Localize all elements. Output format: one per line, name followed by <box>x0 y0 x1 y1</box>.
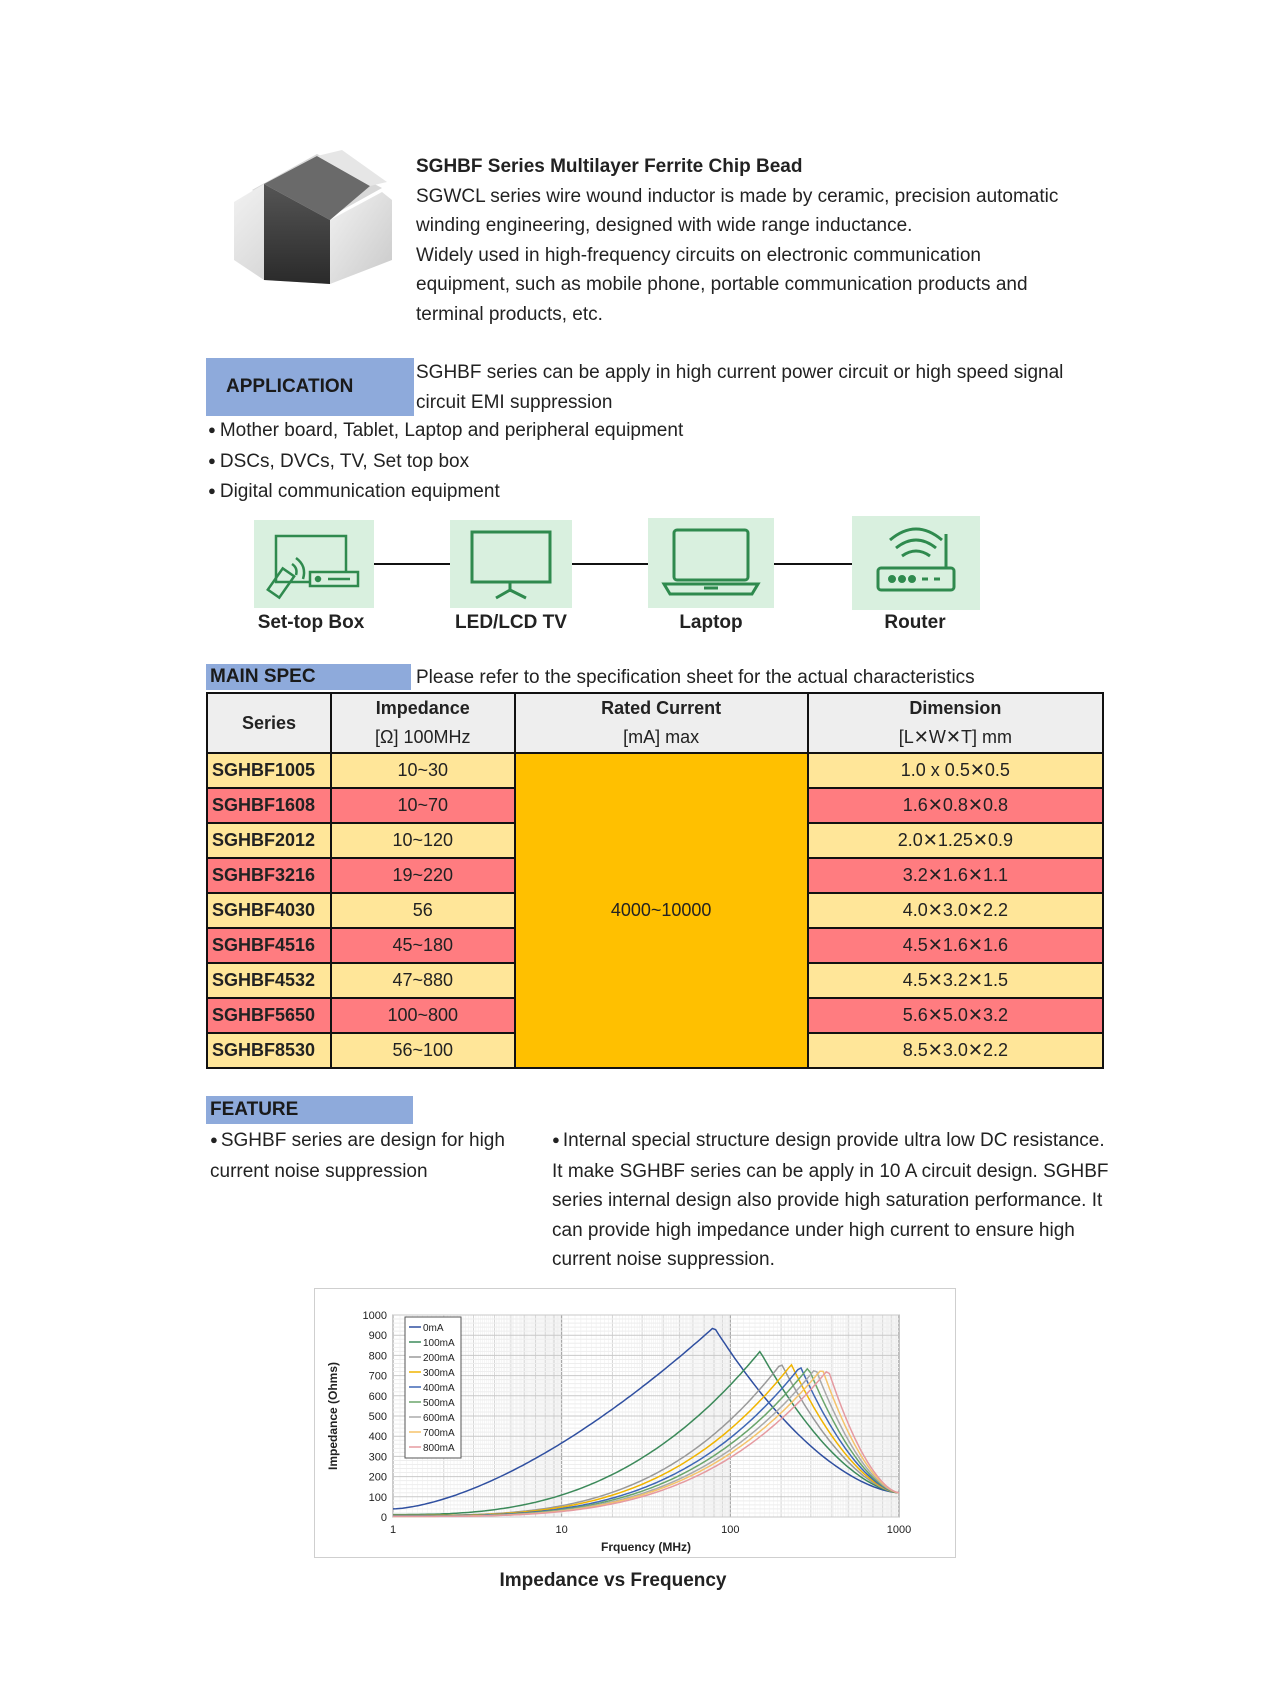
product-title: SGHBF Series Multilayer Ferrite Chip Bead <box>416 156 803 177</box>
chart-caption: Impedance vs Frequency <box>499 1570 727 1591</box>
router-icon <box>852 516 980 610</box>
y-tick-label: 800 <box>368 1350 387 1363</box>
y-axis-label: Impedance (Ohms) <box>326 1361 340 1471</box>
table-header-row <box>207 693 1103 753</box>
intro-line: SGWCL series wire wound inductor is made by ceramic, precision automatic <box>416 185 1059 207</box>
header-series: Series <box>207 693 331 753</box>
impedance-cell: 10~70 <box>331 788 515 823</box>
series-cell: SGHBF4030 <box>207 893 331 928</box>
impedance-cell: 100~800 <box>331 998 515 1033</box>
series-cell: SGHBF1005 <box>207 753 331 788</box>
impedance-cell: 56~100 <box>331 1033 515 1068</box>
rated-current-cell: 4000~10000 <box>515 753 808 1068</box>
intro-line: Widely used in high-frequency circuits on electronic communication <box>416 244 981 266</box>
spec-note: Please refer to the specification sheet for the actual characteristics <box>416 667 975 688</box>
legend-label: 600mA <box>423 1413 455 1424</box>
tv-icon <box>450 520 572 608</box>
feature-text-left: ● SGHBF series are design for high current noise suppression <box>210 1126 530 1186</box>
application-text-line: SGHBF series can be apply in high current power circuit or high speed signal <box>416 362 1064 383</box>
dimension-cell: 3.2✕1.6✕1.1 <box>808 858 1103 893</box>
device-label: LED/LCD TV <box>455 612 567 633</box>
y-tick-label: 100 <box>368 1491 387 1504</box>
connector-line <box>774 563 852 565</box>
y-tick-label: 900 <box>368 1330 387 1343</box>
dimension-cell: 1.6✕0.8✕0.8 <box>808 788 1103 823</box>
y-tick-label: 500 <box>368 1411 387 1423</box>
y-tick-label: 0 <box>380 1512 387 1524</box>
dimension-cell: 5.6✕5.0✕3.2 <box>808 998 1103 1033</box>
legend-label: 300mA <box>423 1368 455 1379</box>
impedance-cell: 56 <box>331 893 515 928</box>
header-impedance: Impedance [Ω] 100MHz <box>331 693 515 753</box>
legend-label: 200mA <box>423 1353 455 1364</box>
device-label: Laptop <box>679 612 743 633</box>
legend-label: 500mA <box>423 1398 455 1409</box>
x-tick-label: 100 <box>721 1524 740 1536</box>
main-spec-tag: MAIN SPEC <box>206 664 411 690</box>
connector-line <box>374 563 452 565</box>
dimension-cell: 8.5✕3.0✕2.2 <box>808 1033 1103 1068</box>
intro-line: terminal products, etc. <box>416 303 603 325</box>
intro-line: winding engineering, designed with wide range inductance. <box>416 215 913 236</box>
device-label: Set-top Box <box>257 612 365 633</box>
impedance-chart <box>314 1288 956 1558</box>
intro-line: equipment, such as mobile phone, portable communication products and <box>416 274 1028 295</box>
impedance-cell: 10~120 <box>331 823 515 858</box>
spec-table <box>206 692 1104 1069</box>
y-tick-label: 300 <box>368 1451 387 1464</box>
header-dimension: Dimension [L✕W✕T] mm <box>808 693 1103 753</box>
y-tick-label: 400 <box>368 1431 387 1444</box>
application-text <box>416 358 1116 417</box>
legend-label: 400mA <box>423 1383 455 1394</box>
series-cell: SGHBF4516 <box>207 928 331 963</box>
legend-label: 0mA <box>423 1323 444 1334</box>
dimension-cell: 2.0✕1.25✕0.9 <box>808 823 1103 858</box>
impedance-cell: 19~220 <box>331 858 515 893</box>
legend-label: 700mA <box>423 1428 455 1439</box>
series-cell: SGHBF1608 <box>207 788 331 823</box>
series-cell: SGHBF8530 <box>207 1033 331 1068</box>
y-tick-label: 700 <box>368 1370 387 1383</box>
dimension-cell: 4.0✕3.0✕2.2 <box>808 893 1103 928</box>
legend-label: 100mA <box>423 1338 455 1349</box>
y-tick-label: 600 <box>368 1390 387 1403</box>
feature-text-right: ● Internal special structure design provide ultra low DC resistance. It make SGHBF series can be apply in 10 A circuit design. SGHBF series internal design also provide high saturation performance. It can provide high impedance under high current to ensure high current noise suppression. <box>552 1126 1112 1275</box>
list-item: ● Digital communication equipment <box>208 477 1108 508</box>
series-cell: SGHBF5650 <box>207 998 331 1033</box>
header-rated-current: Rated Current [mA] max <box>515 693 808 753</box>
y-tick-label: 200 <box>368 1471 387 1484</box>
dimension-cell: 1.0 x 0.5✕0.5 <box>808 753 1103 788</box>
dimension-cell: 4.5✕1.6✕1.6 <box>808 928 1103 963</box>
x-tick-label: 10 <box>555 1524 568 1536</box>
impedance-cell: 45~180 <box>331 928 515 963</box>
list-item: ● Mother board, Tablet, Laptop and peripheral equipment <box>208 416 1108 447</box>
list-item: ● DSCs, DVCs, TV, Set top box <box>208 447 1108 478</box>
application-text-line: circuit EMI suppression <box>416 391 613 413</box>
application-tag: APPLICATION <box>206 358 414 416</box>
product-image <box>222 150 400 288</box>
impedance-cell: 47~880 <box>331 963 515 998</box>
y-tick-label: 1000 <box>362 1310 387 1322</box>
intro-block <box>416 152 1116 329</box>
table-row <box>207 753 1103 788</box>
feature-tag: FEATURE <box>206 1096 413 1124</box>
series-cell: SGHBF3216 <box>207 858 331 893</box>
device-label: Router <box>884 612 946 633</box>
x-tick-label: 1 <box>389 1524 397 1536</box>
connector-line <box>570 563 648 565</box>
series-cell: SGHBF2012 <box>207 823 331 858</box>
set-top-box-icon <box>254 520 374 608</box>
x-axis-label: Frquency (MHz) <box>601 1540 691 1554</box>
x-tick-label: 1000 <box>886 1524 912 1536</box>
series-cell: SGHBF4532 <box>207 963 331 998</box>
application-list <box>208 416 1108 508</box>
legend-label: 800mA <box>423 1443 455 1454</box>
laptop-icon <box>648 518 774 608</box>
impedance-cell: 10~30 <box>331 753 515 788</box>
dimension-cell: 4.5✕3.2✕1.5 <box>808 963 1103 998</box>
